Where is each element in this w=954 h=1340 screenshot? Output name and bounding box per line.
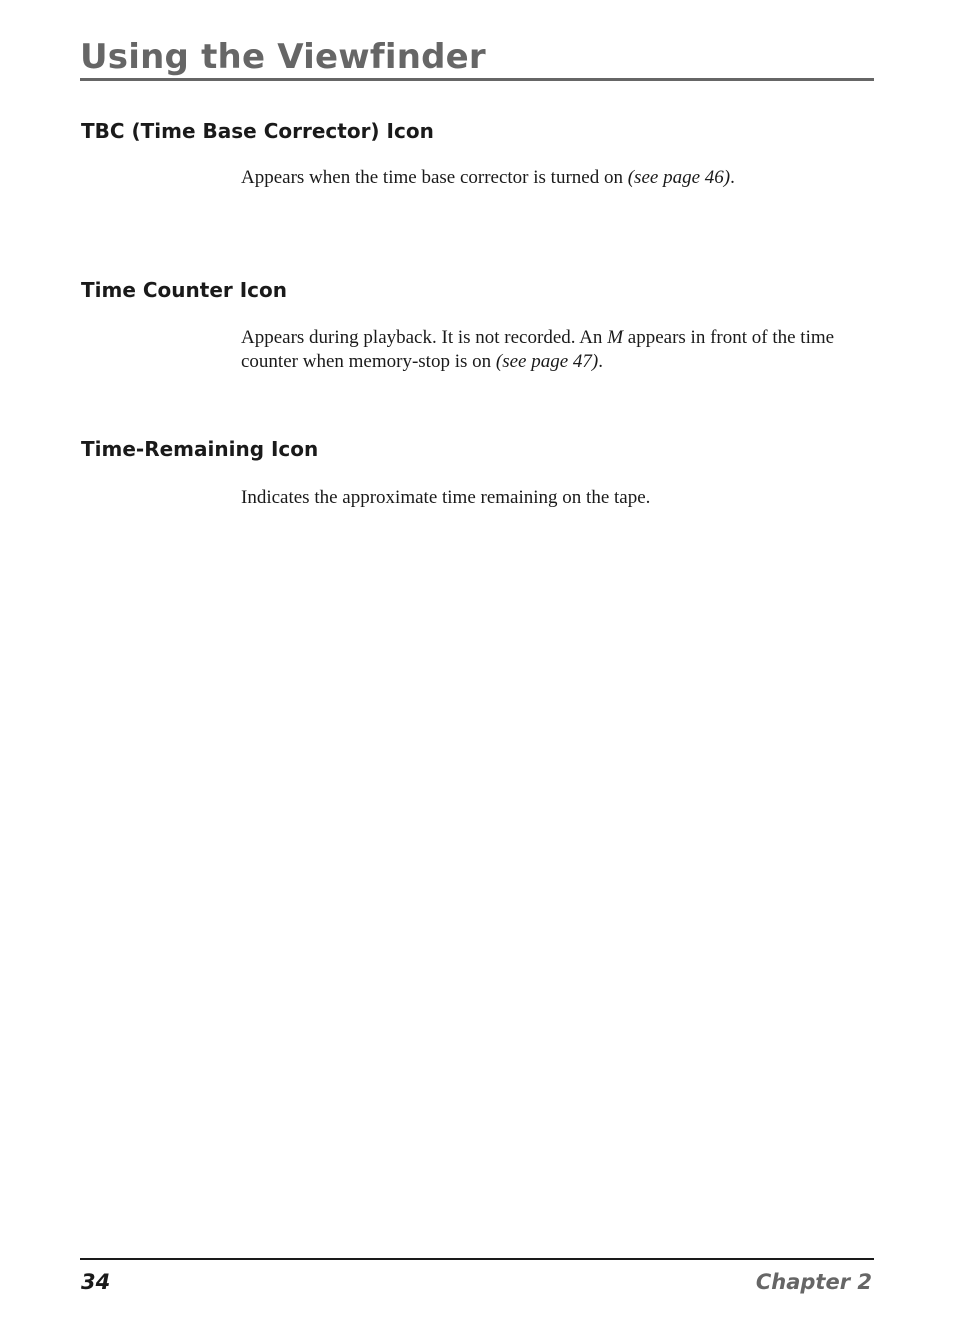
body-text: . bbox=[730, 167, 735, 188]
section-body-tbc bbox=[241, 166, 861, 190]
chapter-label: Chapter 2 bbox=[755, 1270, 872, 1294]
body-text: Appears during playback. It is not recorded. An bbox=[241, 327, 608, 348]
section-body-time-remaining bbox=[241, 486, 861, 510]
page-title: Using the Viewfinder bbox=[80, 37, 486, 77]
body-text: . bbox=[598, 351, 603, 372]
section-heading-time-counter: Time Counter Icon bbox=[81, 278, 287, 302]
section-heading-time-remaining: Time-Remaining Icon bbox=[81, 437, 319, 461]
page-number: 34 bbox=[81, 1270, 111, 1294]
memory-indicator-letter: M bbox=[607, 327, 624, 348]
page-reference: (see page 46) bbox=[627, 167, 731, 188]
body-text: Indicates the approximate time remaining on the tape. bbox=[241, 487, 651, 508]
body-text: Appears when the time base corrector is turned on bbox=[241, 167, 628, 188]
section-heading-tbc: TBC (Time Base Corrector) Icon bbox=[81, 119, 434, 143]
page-reference: (see page 47) bbox=[495, 351, 599, 372]
title-divider bbox=[80, 78, 874, 81]
footer-divider bbox=[80, 1258, 874, 1260]
section-body-time-counter bbox=[241, 326, 861, 374]
body-text: appears in front of the time counter when memory-stop is on bbox=[241, 327, 835, 372]
